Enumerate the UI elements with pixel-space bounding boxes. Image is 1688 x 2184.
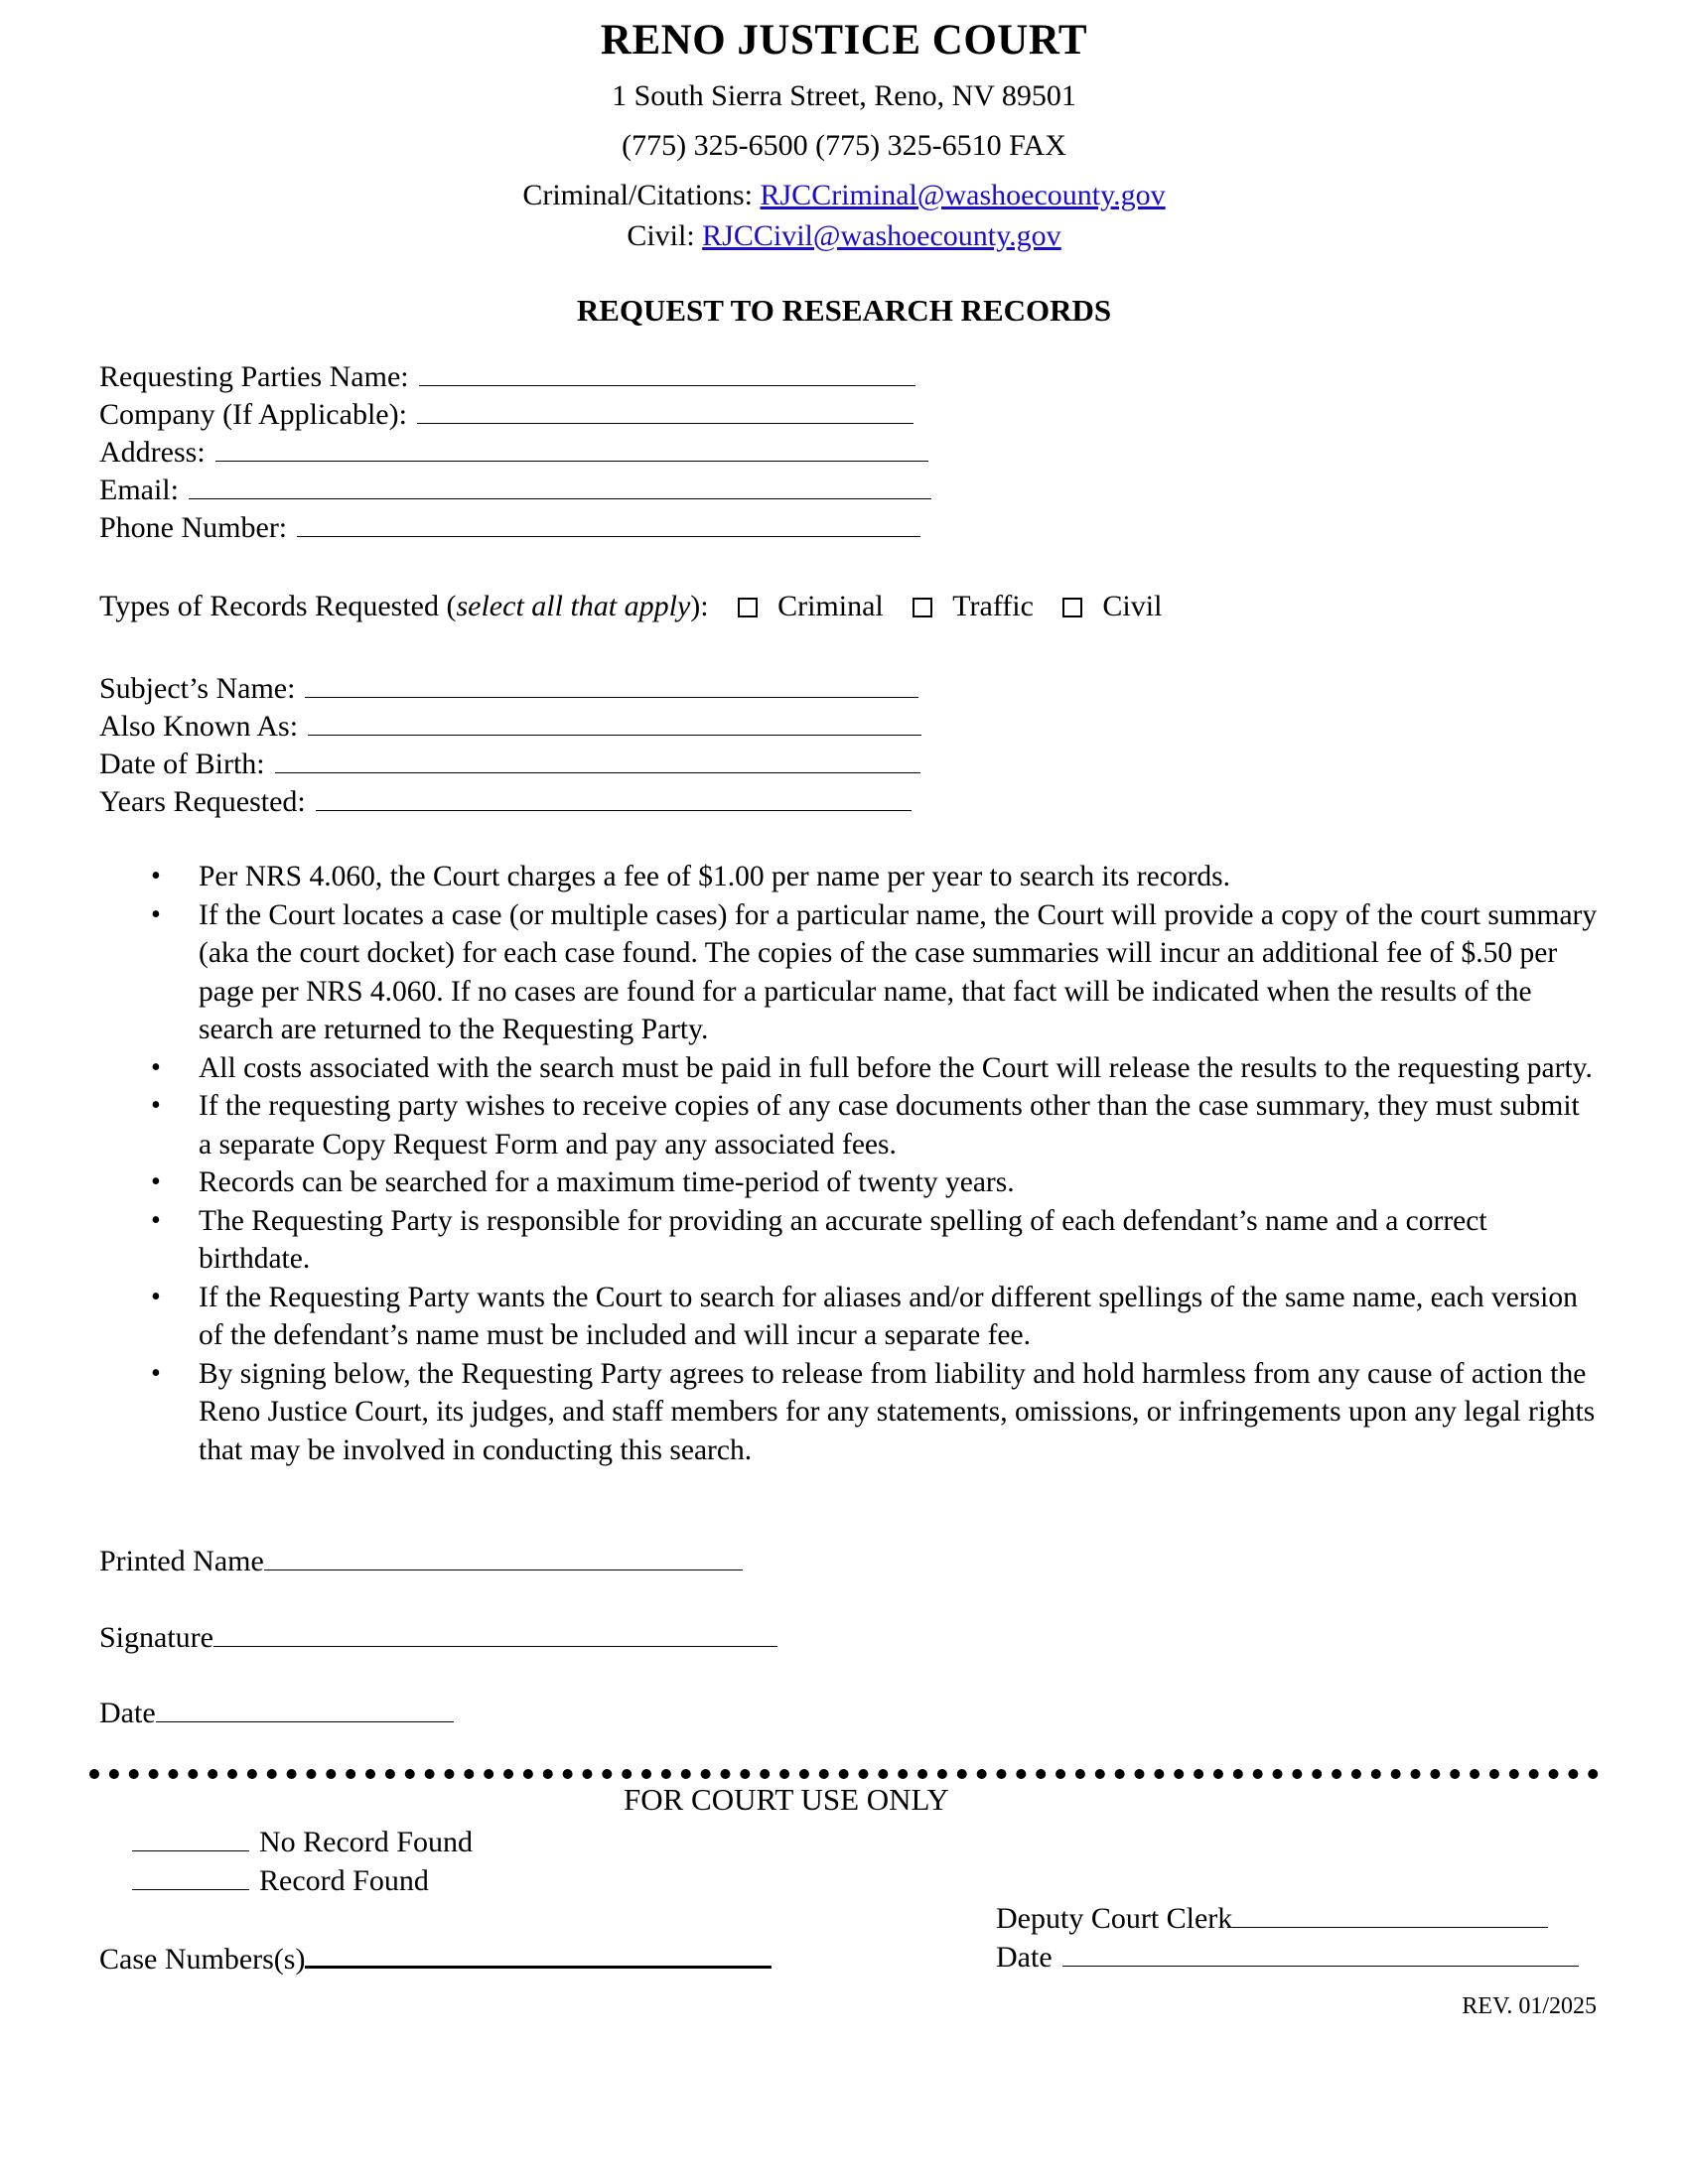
subject-name-field[interactable] xyxy=(305,667,918,698)
phone-row xyxy=(99,506,920,544)
aka-label: Also Known As: xyxy=(99,710,299,743)
note-item: • Records can be searched for a maximum time-period of twenty years. xyxy=(99,1163,1599,1202)
company-row xyxy=(99,393,914,431)
aka-field[interactable] xyxy=(308,705,921,736)
clerk-date-label: Date xyxy=(996,1941,1053,1974)
deputy-clerk-label: Deputy Court Clerk xyxy=(996,1902,1233,1935)
cut-line-divider xyxy=(89,1769,1599,1779)
signature-label: Signature xyxy=(99,1621,213,1654)
note-item: • If the Requesting Party wants the Court to search for aliases and/or different spellings of the same name, each version of the defendant’s name must be included and will incur a separate fee. xyxy=(99,1279,1599,1355)
subject-name-label: Subject’s Name: xyxy=(99,672,296,705)
court-address: 1 South Sierra Street, Reno, NV 89501 xyxy=(612,79,1076,112)
email-field[interactable] xyxy=(189,469,931,499)
traffic-checkbox[interactable] xyxy=(913,598,932,617)
note-item: • If the Court locates a case (or multiple cases) for a particular name, the Court will provide a copy of the court summary (aka the court docket) for each case found. The copies of the case summaries will incur an additional fee of $.50 per page per NRS 4.060. If no cases are found for a particular name, that fact will be indicated when the results of the search are returned to the Requesting Party. xyxy=(99,896,1599,1049)
court-phones: (775) 325-6500 (775) 325-6510 FAX xyxy=(622,129,1066,162)
aka-row xyxy=(99,705,921,743)
criminal-contact xyxy=(0,179,1688,212)
phone-field[interactable] xyxy=(297,506,920,537)
case-numbers-field[interactable] xyxy=(305,1936,772,1969)
court-name: RENO JUSTICE COURT xyxy=(600,17,1088,64)
printed-name-label: Printed Name xyxy=(99,1545,264,1577)
date-row xyxy=(99,1692,454,1729)
court-use-heading: FOR COURT USE ONLY xyxy=(624,1782,949,1817)
record-found-label: Record Found xyxy=(259,1864,429,1897)
no-record-blank[interactable] xyxy=(132,1821,249,1851)
years-field[interactable] xyxy=(316,780,912,811)
form-title: REQUEST TO RESEARCH RECORDS xyxy=(576,293,1112,328)
clerk-date-field[interactable] xyxy=(1062,1936,1579,1967)
requesting-party-name-row xyxy=(99,355,915,393)
note-item: • If the requesting party wishes to receive copies of any case documents other than the case summary, they must submit a separate Copy Request Form and pay any associated fees. xyxy=(99,1087,1599,1163)
record-types-label: Types of Records Requested ( xyxy=(99,590,457,622)
criminal-email-link[interactable]: RJCCriminal@washoecounty.gov xyxy=(760,179,1166,211)
company-field[interactable] xyxy=(417,393,914,424)
printed-name-row xyxy=(99,1540,743,1577)
printed-name-field[interactable] xyxy=(264,1540,743,1570)
dob-field[interactable] xyxy=(275,743,920,773)
criminal-option-label: Criminal xyxy=(777,590,884,622)
note-item: • Per NRS 4.060, the Court charges a fee of $1.00 per name per year to search its records. xyxy=(99,858,1599,896)
address-field[interactable] xyxy=(215,431,928,462)
note-item: • By signing below, the Requesting Party agrees to release from liability and hold harmless from any cause of action the Reno Justice Court, its judges, and staff members for any statements, omissions, or infringements upon any legal rights that may be involved in conducting this search. xyxy=(99,1355,1599,1470)
criminal-label: Criminal/Citations: xyxy=(522,179,753,211)
date-label: Date xyxy=(99,1697,156,1729)
case-numbers-row xyxy=(99,1936,772,1974)
address-row xyxy=(99,431,928,469)
case-numbers-label: Case Numbers(s) xyxy=(99,1943,306,1976)
criminal-checkbox[interactable] xyxy=(738,598,758,617)
years-row xyxy=(99,780,912,818)
no-record-row xyxy=(132,1821,473,1858)
signature-row xyxy=(99,1616,777,1654)
dob-row xyxy=(99,743,920,780)
civil-option-label: Civil xyxy=(1102,590,1163,622)
dob-label: Date of Birth: xyxy=(99,748,265,780)
date-field[interactable] xyxy=(156,1692,454,1722)
notes-list xyxy=(99,858,1599,1469)
record-found-blank[interactable] xyxy=(132,1859,249,1890)
company-label: Company (If Applicable): xyxy=(99,398,407,431)
civil-label: Civil: xyxy=(627,219,695,252)
deputy-clerk-row xyxy=(996,1897,1548,1935)
email-label: Email: xyxy=(99,474,179,506)
civil-checkbox[interactable] xyxy=(1062,598,1082,617)
note-item: • The Requesting Party is responsible for providing an accurate spelling of each defendant’s name and a correct birthdate. xyxy=(99,1202,1599,1279)
years-label: Years Requested: xyxy=(99,785,306,818)
note-item: • All costs associated with the search must be paid in full before the Court will release the results to the requesting party. xyxy=(99,1049,1599,1088)
requesting-party-name-label: Requesting Parties Name: xyxy=(99,360,409,393)
record-found-row xyxy=(132,1859,429,1897)
signature-field[interactable] xyxy=(213,1616,777,1647)
clerk-date-row xyxy=(996,1936,1579,1974)
requesting-party-name-field[interactable] xyxy=(419,355,915,386)
no-record-label: No Record Found xyxy=(259,1826,473,1858)
traffic-option-label: Traffic xyxy=(952,590,1034,622)
civil-email-link[interactable]: RJCCivil@washoecounty.gov xyxy=(702,219,1061,252)
civil-contact xyxy=(0,219,1688,253)
phone-label: Phone Number: xyxy=(99,511,288,544)
revision-label: REV. 01/2025 xyxy=(1462,1993,1597,2019)
deputy-clerk-field[interactable] xyxy=(1232,1897,1548,1928)
record-types-hint: select all that apply xyxy=(456,590,691,622)
email-row xyxy=(99,469,931,506)
address-label: Address: xyxy=(99,436,206,469)
record-types-label-end: ): xyxy=(690,590,709,622)
record-types-row xyxy=(99,588,1162,625)
subject-name-row xyxy=(99,667,918,705)
